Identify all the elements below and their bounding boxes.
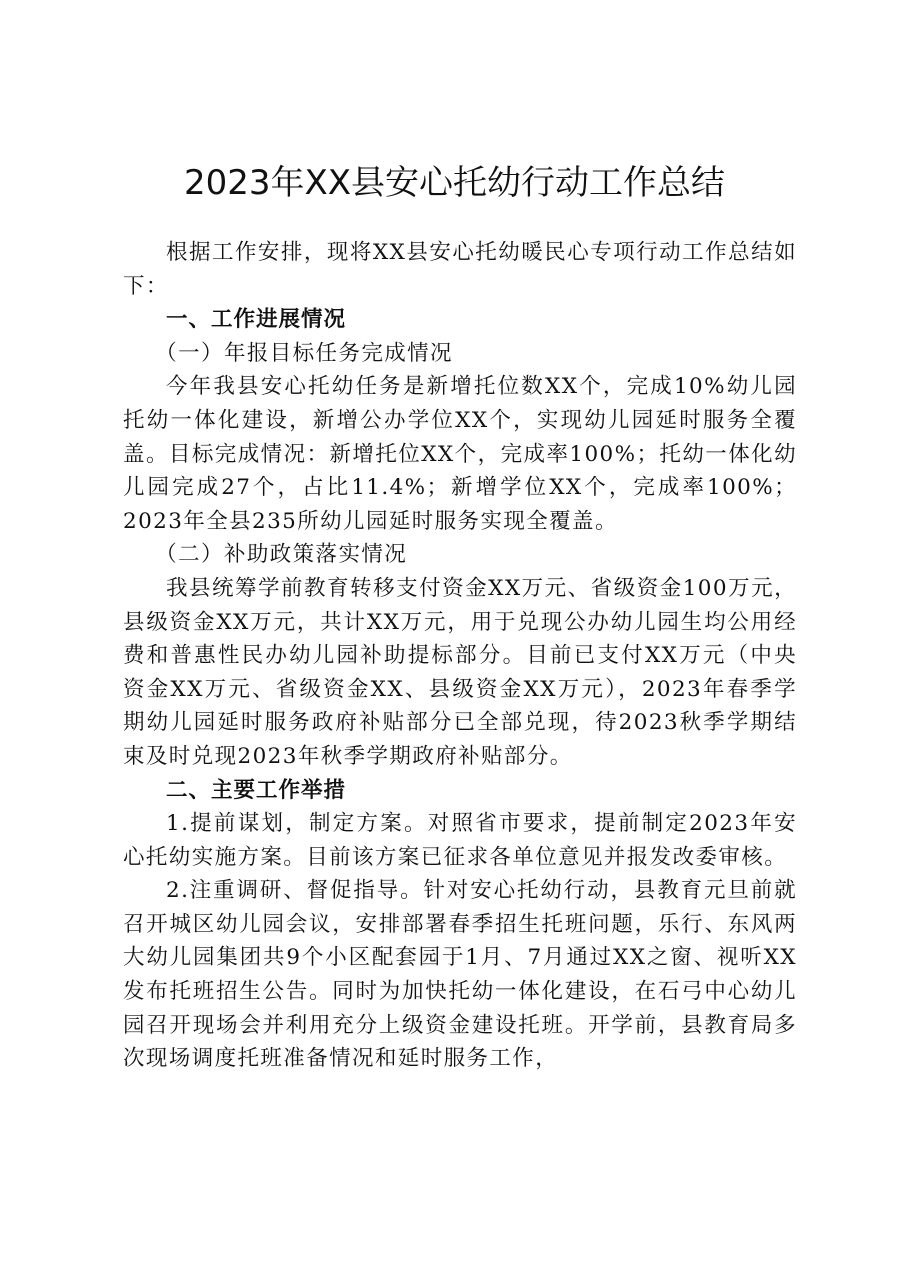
section-heading-measures: 二、主要工作举措 — [166, 777, 347, 803]
subsection-heading-subsidy — [123, 538, 797, 572]
subsection-heading-subsidy-text: （二）补助政策落实情况 — [155, 542, 408, 568]
section-heading-progress: 一、工作进展情况 — [166, 307, 347, 333]
subsection-heading-targets-text: （一）年报目标任务完成情况 — [155, 340, 453, 366]
document-body — [123, 236, 797, 1076]
measure-item-1: 1.提前谋划，制定方案。对照省市要求，提前制定2023年安心托幼实施方案。目前该方案已征求各单位意见并报发改委审核。 — [123, 811, 797, 870]
subsection-heading-targets — [123, 337, 797, 371]
targets-paragraph: 今年我县安心托幼任务是新增托位数XX个，完成10%幼儿园托幼一体化建设，新增公办学位XX个，实现幼儿园延时服务全覆盖。目标完成情况：新增托位XX个，完成率100%；托幼一体化幼儿园完成27个，占比11.4%；新增学位XX个，完成率100%；2023年全县235所幼儿园延时服务实现全覆盖。 — [123, 374, 797, 534]
subsidy-paragraph: 我县统筹学前教育转移支付资金XX万元、省级资金100万元，县级资金XX万元，共计XX万元，用于兑现公办幼儿园生均公用经费和普惠性民办幼儿园补助提标部分。目前已支付XX万元（中央资金XX万元、省级资金XX、县级资金XX万元），2023年春季学期幼儿园延时服务政府补贴部分已全部兑现，待2023秋季学期结束及时兑现2023年秋季学期政府补贴部分。 — [123, 575, 797, 769]
document-title: 2023年XX县安心托幼行动工作总结 — [183, 163, 726, 203]
measure-item-2: 2.注重调研、督促指导。针对安心托幼行动，县教育元旦前就召开城区幼儿园会议，安排部署春季招生托班问题，乐行、东风两大幼儿园集团共9个小区配套园于1月、7月通过XX之窗、视听XX发布托班招生公告。同时为加快托幼一体化建设，在石弓中心幼儿园召开现场会并利用充分上级资金建设托班。开学前，县教育局多次现场调度托班准备情况和延时服务工作， — [123, 878, 797, 1072]
intro-paragraph: 根据工作安排，现将XX县安心托幼暖民心专项行动工作总结如下： — [123, 240, 797, 299]
